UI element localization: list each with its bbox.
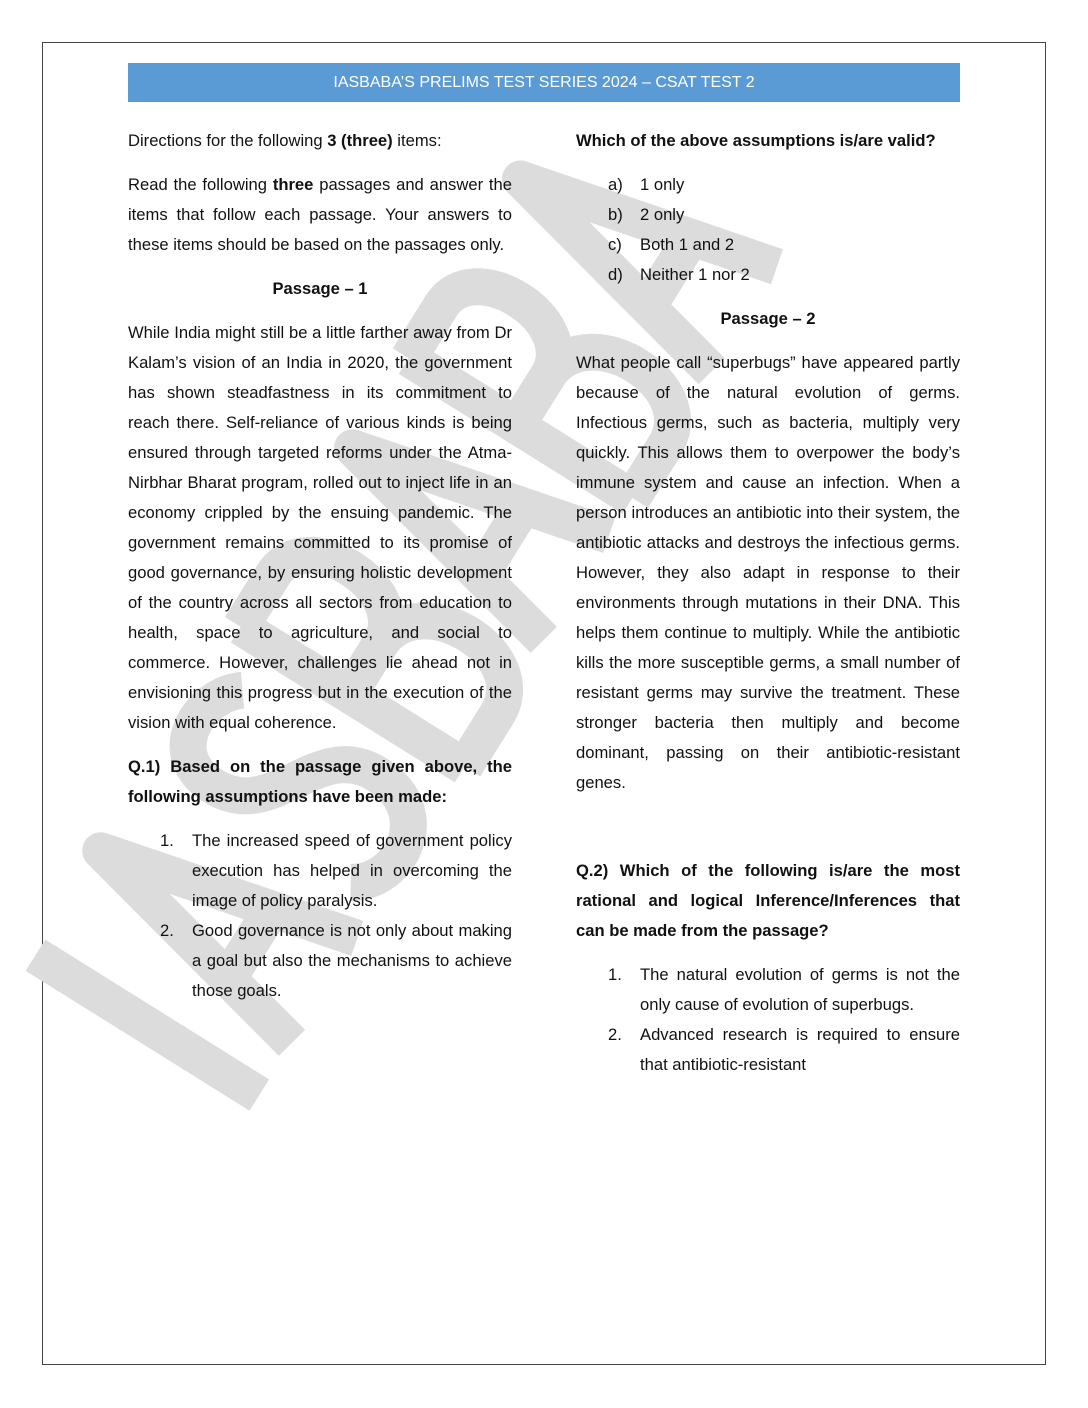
list-item — [128, 826, 512, 916]
item-text: The natural evolution of germs is not the only cause of evolution of superbugs. — [640, 965, 960, 1014]
item-text: The increased speed of government policy execution has helped in overcoming the image of policy paralysis. — [192, 831, 512, 910]
option-label: c) — [608, 235, 622, 254]
q1-statements — [128, 826, 512, 1006]
intro-bold: three — [272, 175, 314, 194]
directions-suffix: items: — [392, 131, 442, 150]
option-label: b) — [608, 205, 623, 224]
passage-2-text: What people call “superbugs” have appeared partly because of the natural evolution of germs. Infectious germs, such as bacteria, multiply very quickly. This allows them to overpower the body’s immune system and cause an infection. When a person introduces an antibiotic into their system, the antibiotic attacks and destroys the infectious germs. However, they also adapt in response to their environments through mutations in their DNA. This helps them continue to multiply. While the antibiotic kills the more susceptible germs, a small number of resistant germs may survive the treatment. These stronger bacteria then multiply and become dominant, passing on their antibiotic-resistant genes. — [576, 353, 960, 792]
option-text: Both 1 and 2 — [640, 235, 735, 254]
option-text: 2 only — [640, 205, 685, 224]
option-label: a) — [608, 175, 623, 194]
list-item — [576, 1020, 960, 1080]
right-column — [576, 126, 960, 1094]
item-number: 2. — [608, 1025, 622, 1044]
item-text: Good governance is not only about making a goal but also the mechanisms to achieve those goals. — [192, 921, 512, 1000]
item-number: 1. — [160, 831, 174, 850]
passage-1-text: While India might still be a little farther away from Dr Kalam’s vision of an India in 2020, the government has shown steadfastness in its commitment to reach there. Self-reliance of various kinds is being ensured through targeted reforms under the Atma-Nirbhar Bharat program, rolled out to inject life in an economy crippled by the ensuing pandemic. The government remains committed to its promise of good governance, by ensuring holistic development of the country across all sectors from education to health, space to agriculture, and social to commerce. However, challenges lie ahead not in envisioning this progress but in the execution of the vision with equal coherence. — [128, 323, 512, 732]
intro-text: Read the following — [128, 175, 273, 194]
item-number: 2. — [160, 921, 174, 940]
item-text: Advanced research is required to ensure that antibiotic-resistant — [640, 1025, 960, 1074]
question-2: Q.2) Which of the following is/are the most rational and logical Inference/Inferences that can be made from the passage? — [576, 861, 960, 940]
question-1-prompt: Which of the above assumptions is/are valid? — [576, 131, 936, 150]
directions-count: 3 (three) — [327, 131, 393, 150]
left-column — [128, 126, 512, 1020]
passage-1-title: Passage – 1 — [272, 279, 368, 298]
option-d — [576, 260, 960, 290]
intro — [128, 170, 512, 260]
list-item — [128, 916, 512, 1006]
option-b — [576, 200, 960, 230]
page-header — [128, 63, 960, 102]
item-number: 1. — [608, 965, 622, 984]
intro-suffix: passages and answer the items that follow each passage. Your answers to these items should be based on the passages only. — [128, 175, 512, 254]
list-item — [576, 960, 960, 1020]
option-c — [576, 230, 960, 260]
option-label: d) — [608, 265, 623, 284]
directions — [128, 126, 512, 156]
option-text: Neither 1 nor 2 — [640, 265, 750, 284]
passage-2-title: Passage – 2 — [720, 309, 816, 328]
directions-text: Directions for the following — [128, 131, 328, 150]
option-text: 1 only — [640, 175, 685, 194]
question-1: Q.1) Based on the passage given above, the following assumptions have been made: — [128, 757, 512, 806]
q1-options — [576, 170, 960, 290]
q2-statements — [576, 960, 960, 1080]
header-title: IASBABA’S PRELIMS TEST SERIES 2024 – CSAT TEST 2 — [333, 73, 755, 91]
option-a — [576, 170, 960, 200]
spacer — [576, 812, 960, 856]
